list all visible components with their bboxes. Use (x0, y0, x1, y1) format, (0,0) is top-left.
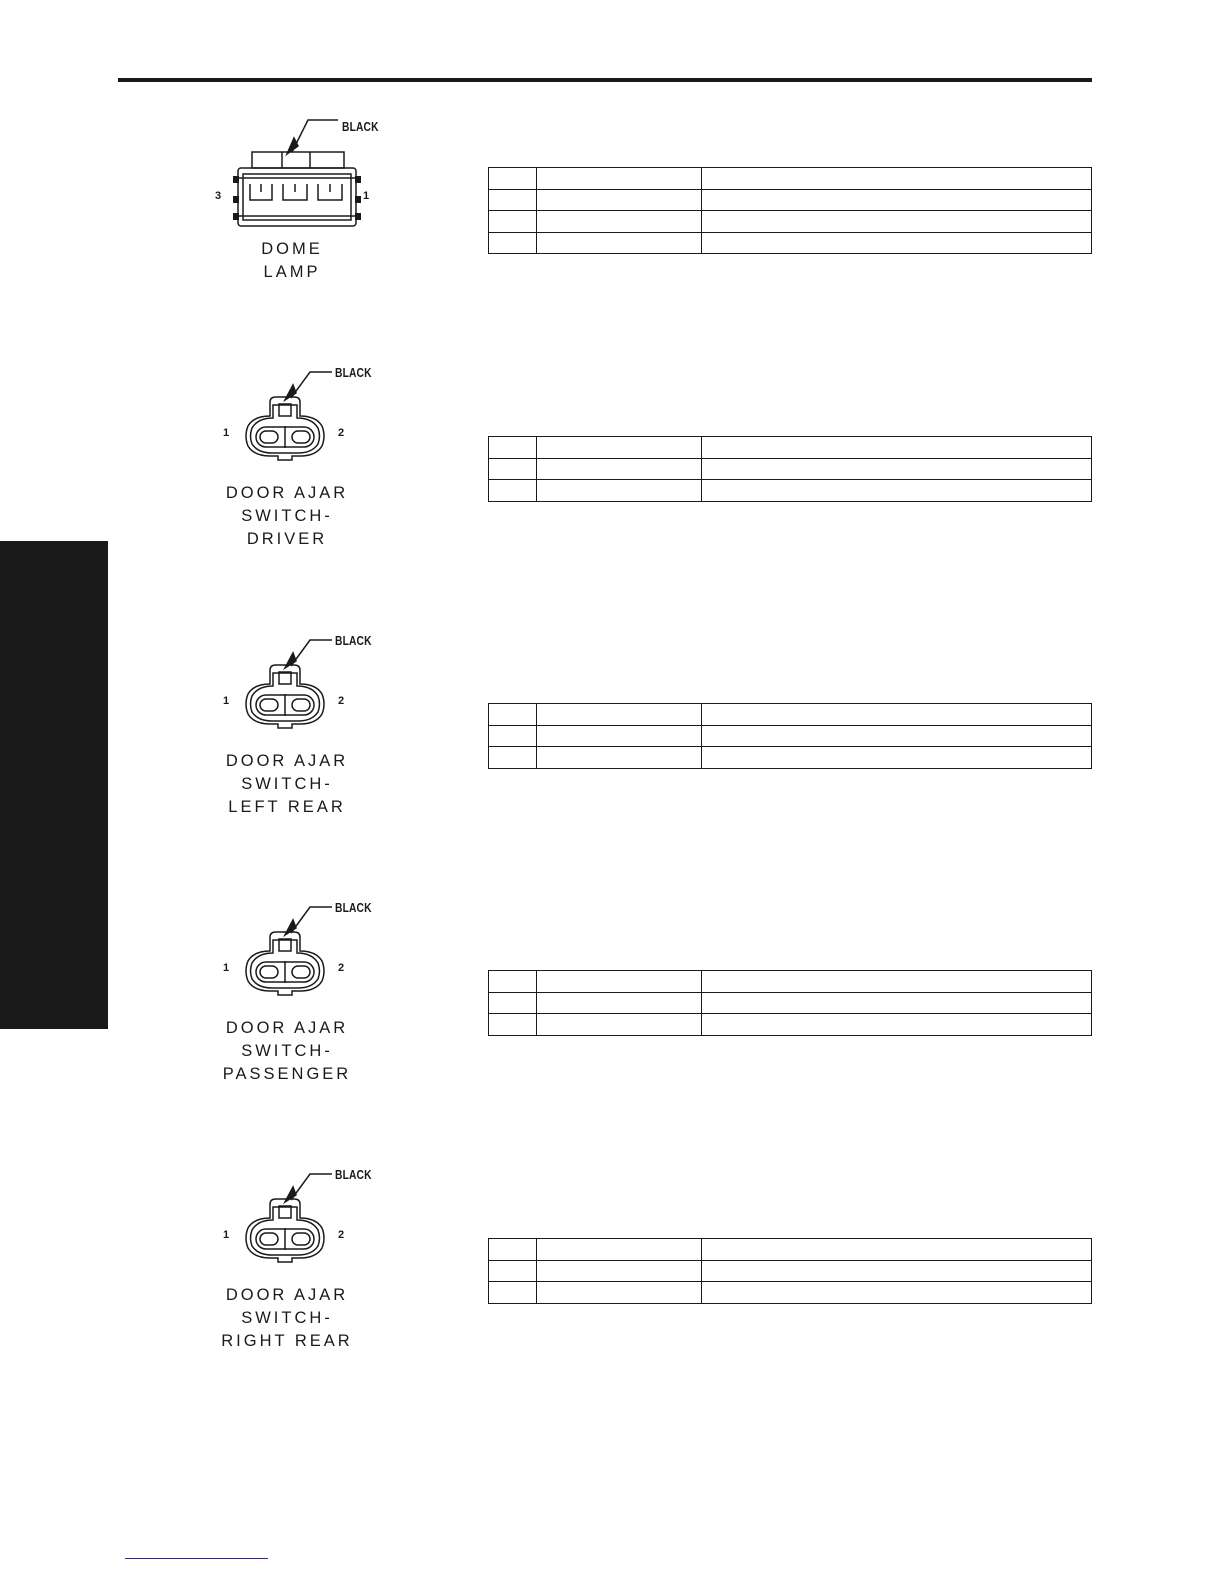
table-row (489, 1282, 1092, 1304)
connector-name-line: SWITCH- (241, 775, 333, 793)
table-row (489, 992, 1092, 1014)
pin-label-left: 1 (223, 1229, 230, 1241)
pin-table-dome-lamp (488, 167, 1092, 254)
table-row (489, 1014, 1092, 1036)
pin-label-right: 1 (363, 190, 370, 202)
header-rule (118, 78, 1092, 82)
connector-name-line: DOME (261, 240, 323, 258)
connector-dome-lamp (190, 110, 490, 360)
connector-name-line: LAMP (263, 263, 321, 281)
pin-table-door-ajar-switch-passenger (488, 970, 1092, 1036)
connector-name-line: DRIVER (246, 530, 328, 548)
connector-name-line: SWITCH- (241, 507, 333, 525)
pin-label-right: 2 (338, 1229, 345, 1241)
pin-label-right: 2 (338, 427, 345, 439)
connector-name-line: DOOR AJAR (225, 1286, 349, 1304)
connector-name (200, 482, 374, 551)
connector-name (200, 750, 374, 819)
table-row (489, 725, 1092, 747)
wire-color-label: BLACK (335, 1168, 372, 1182)
connector-name-line: LEFT REAR (228, 798, 346, 816)
wire-color-label: BLACK (335, 634, 372, 648)
connector-door-ajar-switch-driver (190, 360, 490, 610)
pin-label-right: 2 (338, 962, 345, 974)
section-tab (0, 541, 108, 1029)
connector-name-line: DOOR AJAR (225, 484, 349, 502)
connector-name-line: DOOR AJAR (225, 752, 349, 770)
pin-label-left: 3 (215, 190, 222, 202)
table-row (489, 168, 1092, 190)
pin-table-door-ajar-switch-right-rear (488, 1238, 1092, 1304)
table-row (489, 704, 1092, 726)
wire-color-label: BLACK (335, 901, 372, 915)
pin-table-door-ajar-switch-left-rear (488, 703, 1092, 769)
table-row (489, 747, 1092, 769)
connector-name (200, 1017, 374, 1086)
footer-link[interactable] (125, 1558, 268, 1559)
wire-color-label: BLACK (335, 366, 372, 380)
table-row (489, 1239, 1092, 1261)
connector-name-line: SWITCH- (241, 1042, 333, 1060)
pin-label-left: 1 (223, 427, 230, 439)
table-row (489, 437, 1092, 459)
pin-label-right: 2 (338, 695, 345, 707)
connector-name-line: SWITCH- (241, 1309, 333, 1327)
table-row (489, 1260, 1092, 1282)
connector-name-line: DOOR AJAR (225, 1019, 349, 1037)
connector-door-ajar-switch-right-rear (190, 1162, 490, 1412)
pin-label-left: 1 (223, 962, 230, 974)
connector-name-line: RIGHT REAR (221, 1332, 353, 1350)
connector-name (205, 238, 379, 284)
table-row (489, 480, 1092, 502)
table-row (489, 971, 1092, 993)
wire-color-label: BLACK (342, 120, 379, 134)
connector-door-ajar-switch-left-rear (190, 628, 490, 878)
table-row (489, 189, 1092, 211)
table-row (489, 458, 1092, 480)
connector-name (200, 1284, 374, 1353)
table-row (489, 211, 1092, 233)
pin-label-left: 1 (223, 695, 230, 707)
connector-door-ajar-switch-passenger (190, 895, 490, 1145)
table-row (489, 232, 1092, 254)
pin-table-door-ajar-switch-driver (488, 436, 1092, 502)
connector-name-line: PASSENGER (222, 1065, 352, 1083)
